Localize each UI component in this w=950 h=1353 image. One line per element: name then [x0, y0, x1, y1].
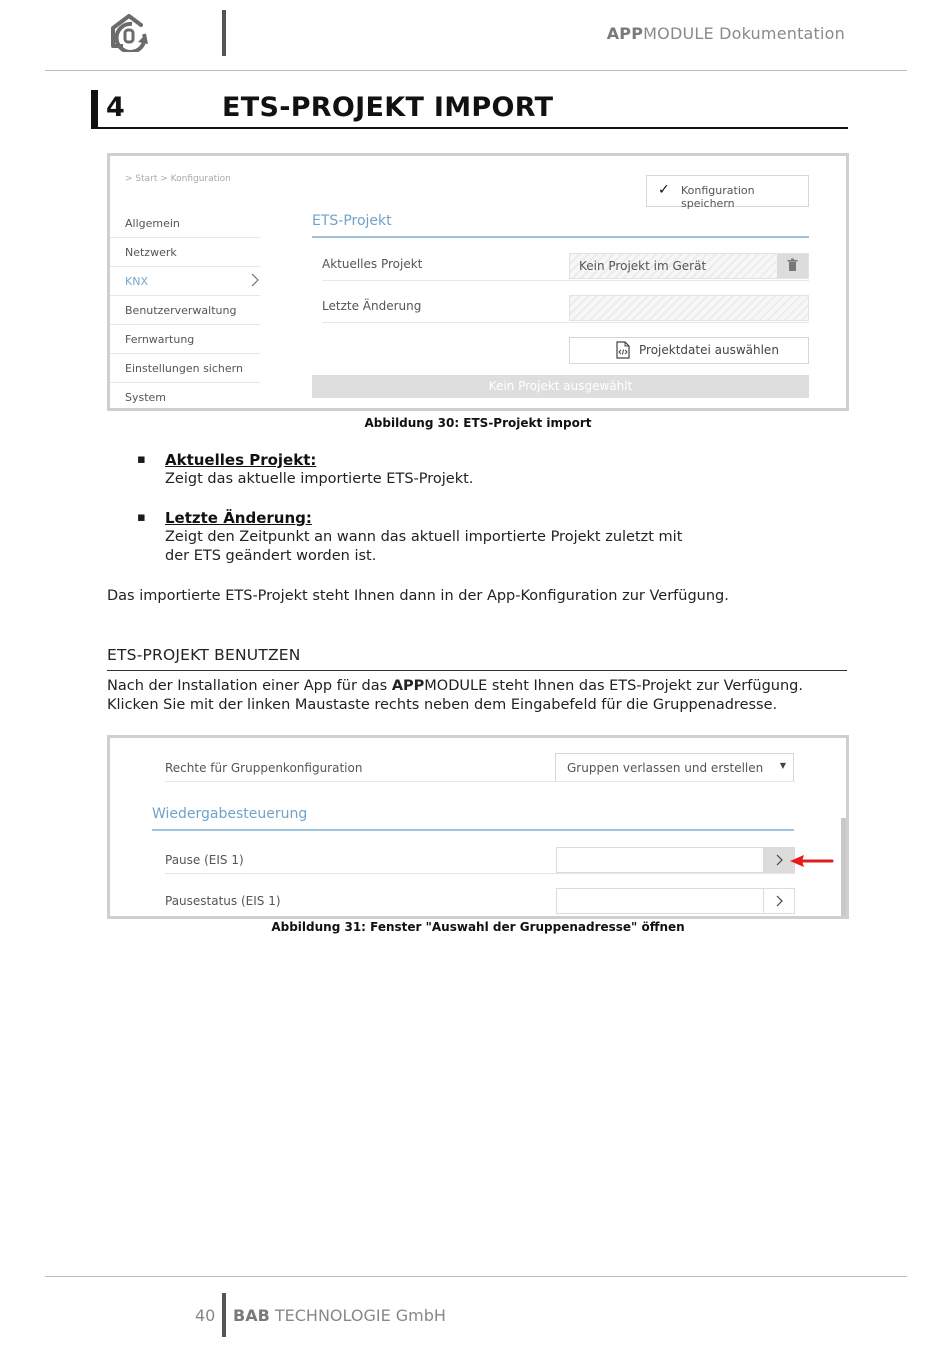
- figure-caption-30: Abbildung 30: ETS-Projekt import: [364, 416, 592, 430]
- paragraph: Das importierte ETS-Projekt steht Ihnen dann in der App-Konfiguration zur Verfügung.: [107, 588, 729, 604]
- sidebar-item-fernwartung[interactable]: Fernwartung: [110, 325, 260, 354]
- bullet-text: Zeigt das aktuelle importierte ETS-Projekt.: [165, 471, 474, 487]
- red-arrow-icon: [788, 854, 834, 868]
- section-title: Wiedergabesteuerung: [152, 806, 308, 822]
- chapter-title: ETS-PROJEKT IMPORT: [222, 92, 554, 123]
- pause-status-label: Pausestatus (EIS 1): [165, 894, 281, 908]
- row-divider: [322, 322, 809, 323]
- bullet-text: Zeigt den Zeitpunkt an wann das aktuell importierte Projekt zuletzt mit der ETS geändert worden ist.: [165, 529, 683, 564]
- chapter-marker: [91, 90, 98, 129]
- chapter-rule: [98, 127, 848, 129]
- select-project-file-button[interactable]: Projektdatei auswählen: [569, 337, 809, 364]
- last-change-field: [569, 295, 809, 321]
- paragraph: Nach der Installation einer App für das APPMODULE steht Ihnen das ETS-Projekt zur Verfügung. Klicken Sie mit der linken Maustaste rechts neben dem Eingabefeld für die Gruppenadresse.: [107, 678, 803, 713]
- delete-project-button[interactable]: [777, 254, 808, 278]
- footer-rule: [45, 1276, 907, 1277]
- chevron-right-icon: [764, 889, 795, 913]
- file-code-icon: [616, 341, 630, 359]
- bullet-marker: ▪: [137, 510, 146, 525]
- section-title: ETS-Projekt: [312, 213, 392, 229]
- sidebar-item-benutzerverwaltung[interactable]: Benutzerverwaltung: [110, 296, 260, 325]
- scrollbar[interactable]: [841, 818, 846, 919]
- trash-icon: [777, 254, 808, 278]
- current-project-label: Aktuelles Projekt: [322, 257, 423, 271]
- document-title: APPMODULE Dokumentation: [606, 24, 845, 43]
- current-project-field: Kein Projekt im Gerät: [569, 253, 809, 279]
- rights-select[interactable]: Gruppen verlassen und erstellen ▼: [555, 753, 794, 782]
- open-group-address-button[interactable]: [763, 889, 794, 913]
- pause-status-group-address-field[interactable]: [556, 888, 795, 914]
- row-divider: [322, 280, 809, 281]
- company-name: BAB TECHNOLOGIE GmbH: [233, 1306, 446, 1325]
- rights-label: Rechte für Gruppenkonfiguration: [165, 761, 363, 775]
- sidebar-item-system[interactable]: System: [125, 391, 167, 404]
- ets-project-screenshot: [107, 153, 849, 411]
- dropdown-caret-icon: ▼: [779, 761, 786, 770]
- breadcrumb[interactable]: > Start > Konfiguration: [125, 174, 231, 184]
- sidebar-item-knx[interactable]: KNX: [110, 267, 260, 296]
- sidebar-item-allgemein[interactable]: Allgemein: [110, 209, 260, 238]
- import-project-button[interactable]: Kein Projekt ausgewählt: [312, 375, 809, 398]
- bullet-heading: Aktuelles Projekt:: [165, 451, 317, 469]
- bullet-marker: ▪: [137, 452, 146, 467]
- checkmark-icon: ✓: [658, 182, 670, 198]
- group-address-screenshot: [107, 735, 849, 919]
- subheading: ETS-PROJEKT BENUTZEN: [107, 646, 301, 664]
- header-rule: [45, 70, 907, 71]
- pause-group-address-field[interactable]: [556, 847, 795, 873]
- section-rule: [152, 829, 794, 831]
- last-change-label: Letzte Änderung: [322, 299, 422, 313]
- footer-divider: [222, 1293, 226, 1337]
- sidebar-item-einstellungen-sichern[interactable]: Einstellungen sichern: [110, 354, 260, 383]
- pause-label: Pause (EIS 1): [165, 853, 244, 867]
- section-rule: [312, 236, 809, 238]
- page-number: 40: [195, 1306, 216, 1325]
- row-divider: [165, 873, 795, 874]
- subheading-rule: [107, 670, 847, 671]
- sidebar-item-netzwerk[interactable]: Netzwerk: [110, 238, 260, 267]
- bullet-heading: Letzte Änderung:: [165, 509, 312, 527]
- row-divider: [165, 781, 795, 782]
- save-configuration-button[interactable]: ✓ Konfiguration speichern: [646, 175, 809, 207]
- chevron-right-icon: [250, 273, 260, 287]
- header-divider: [222, 10, 226, 56]
- chapter-number: 4: [106, 92, 125, 123]
- bab-logo: [108, 12, 150, 52]
- figure-caption-31: Abbildung 31: Fenster "Auswahl der Gruppenadresse" öffnen: [271, 920, 685, 934]
